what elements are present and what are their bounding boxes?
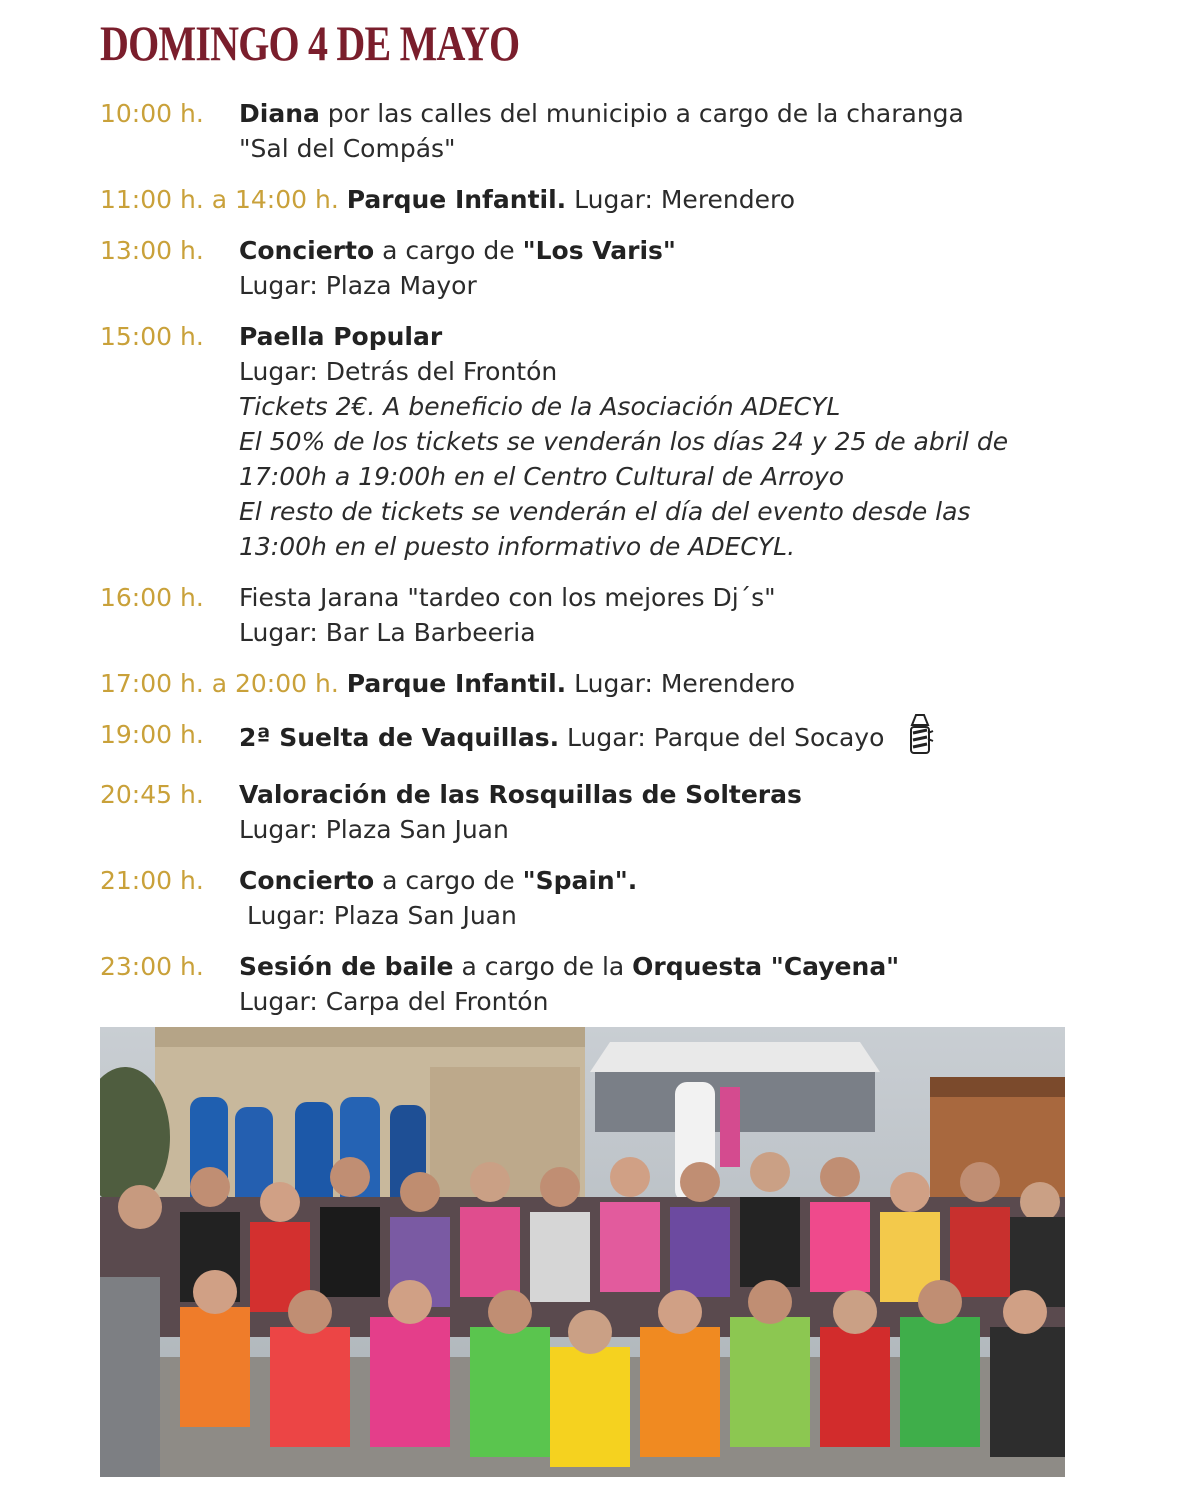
- group-photo: [100, 1027, 1065, 1477]
- event-time: 20:45 h.: [100, 780, 204, 809]
- event-program: [100, 96, 1100, 1035]
- event-name: Parque Infantil.: [346, 669, 567, 698]
- event-location: Lugar: Plaza San Juan: [239, 815, 509, 844]
- event-fiesta-jarana: [100, 580, 1100, 650]
- event-location: Lugar: Detrás del Frontón: [239, 357, 558, 386]
- event-time: 16:00 h.: [100, 583, 204, 612]
- event-artist: "Los Varis": [522, 236, 676, 265]
- event-note: El resto de tickets se venderán el día del evento desde las: [239, 497, 971, 526]
- event-note: 17:00h a 19:00h en el Centro Cultural de Arroyo: [239, 462, 845, 491]
- event-name: Valoración de las Rosquillas de Solteras: [239, 780, 802, 809]
- group-photo-image: [100, 1027, 1065, 1477]
- event-time: 11:00 h. a 14:00 h.: [100, 185, 339, 214]
- event-name: Concierto: [239, 866, 375, 895]
- event-tail: .: [627, 866, 638, 895]
- event-time: 21:00 h.: [100, 866, 204, 895]
- event-diana: [100, 96, 1100, 166]
- event-parque-1: [100, 182, 1100, 217]
- event-time: 17:00 h. a 20:00 h.: [100, 669, 339, 698]
- event-note: 13:00h en el puesto informativo de ADECYL.: [239, 532, 796, 561]
- event-name: Paella Popular: [239, 322, 443, 351]
- event-time: 19:00 h.: [100, 720, 204, 749]
- event-parque-2: [100, 666, 1100, 701]
- event-sesion-baile: [100, 949, 1100, 1019]
- event-desc: a cargo de: [374, 866, 523, 895]
- event-desc: a cargo de la: [453, 952, 633, 981]
- event-name: 2ª Suelta de Vaquillas.: [239, 723, 560, 752]
- event-artist: Orquesta "Cayena": [632, 952, 900, 981]
- event-location: Lugar: Plaza Mayor: [239, 271, 477, 300]
- event-name: Parque Infantil.: [346, 185, 567, 214]
- event-time: 10:00 h.: [100, 99, 204, 128]
- event-name: Concierto: [239, 236, 375, 265]
- event-desc: Lugar: Merendero: [566, 185, 796, 214]
- event-name: Diana: [239, 99, 320, 128]
- event-line2: "Sal del Compás": [239, 134, 456, 163]
- event-artist: "Spain": [522, 866, 628, 895]
- event-note: Tickets 2€. A beneficio de la Asociación ADECYL: [239, 392, 841, 421]
- event-vaquillas: [100, 717, 1100, 761]
- event-desc: a cargo de: [374, 236, 523, 265]
- event-rosquillas: [100, 777, 1100, 847]
- event-time: 15:00 h.: [100, 322, 204, 351]
- event-location: Lugar: Plaza San Juan: [247, 901, 517, 930]
- event-desc: por las calles del municipio a cargo de la charanga: [319, 99, 964, 128]
- event-time: 23:00 h.: [100, 952, 204, 981]
- page-title: DOMINGO 4 DE MAYO: [100, 15, 520, 71]
- event-desc: Lugar: Merendero: [566, 669, 796, 698]
- event-time: 13:00 h.: [100, 236, 204, 265]
- event-desc: Lugar: Parque del Socayo: [559, 723, 885, 752]
- event-concierto-varis: [100, 233, 1100, 303]
- event-location: Lugar: Bar La Barbeeria: [239, 618, 536, 647]
- event-paella: [100, 319, 1100, 564]
- event-note: El 50% de los tickets se venderán los días 24 y 25 de abril de: [239, 427, 1009, 456]
- warning-sign-icon: [906, 713, 934, 757]
- event-name: Sesión de baile: [239, 952, 454, 981]
- event-location: Lugar: Carpa del Frontón: [239, 987, 549, 1016]
- event-name: Fiesta Jarana "tardeo con los mejores Dj´s": [239, 583, 776, 612]
- event-concierto-spain: [100, 863, 1100, 933]
